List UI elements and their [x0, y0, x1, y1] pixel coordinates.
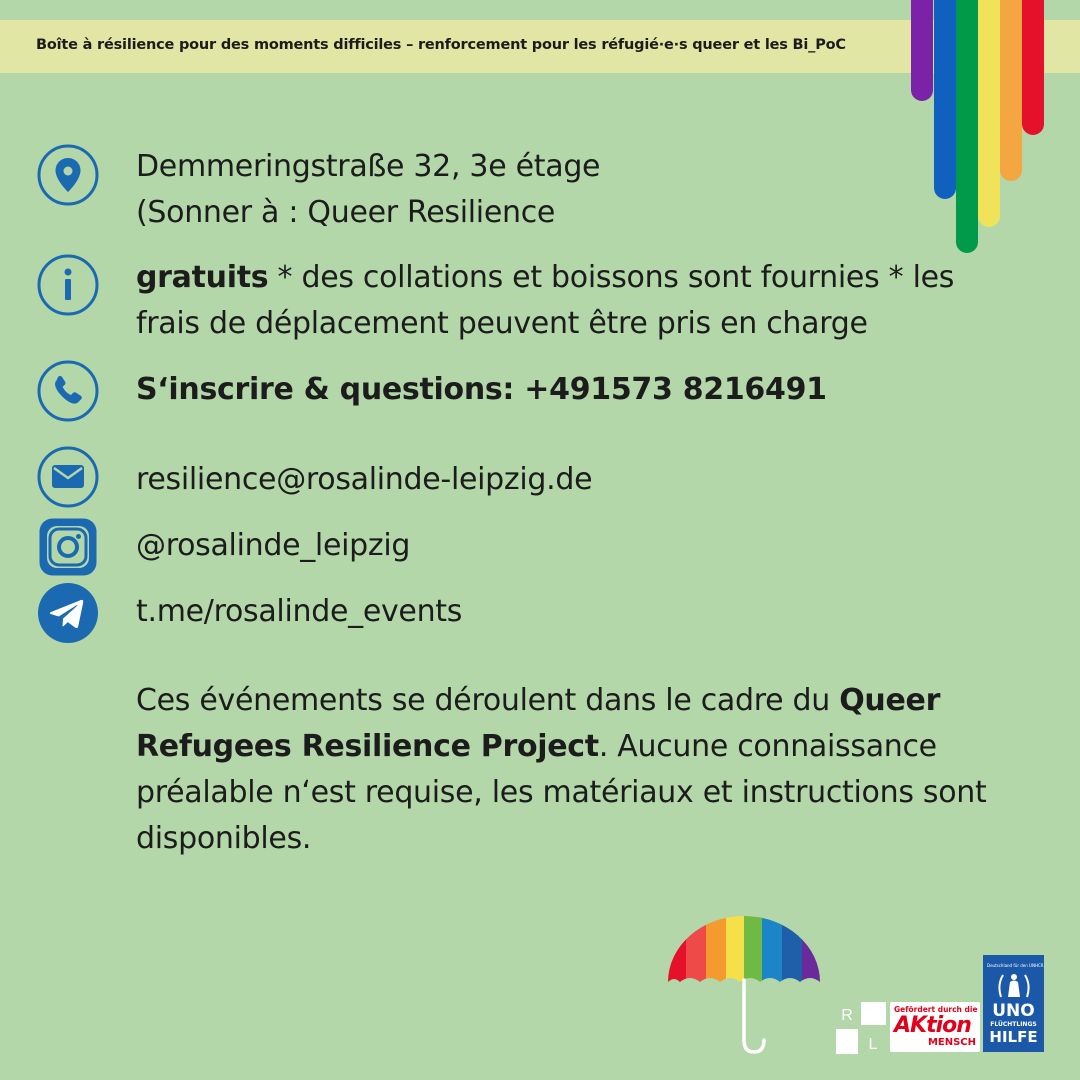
address-line-2: (Sonner à : Queer Resilience [136, 195, 556, 230]
description-part-1: Ces événements se déroulent dans le cadre du [136, 683, 840, 718]
address-line-1: Demmeringstraße 32, 3e étage [136, 149, 601, 184]
rainbow-umbrella-icon [664, 912, 824, 1057]
description-paragraph [136, 678, 1016, 862]
info-icon [37, 254, 99, 316]
header-title: Boîte à résilience pour des moments difficiles – renforcement pour les réfugié·e·s queer et les Bi_PoC [36, 37, 846, 53]
info-line-1 [136, 255, 954, 301]
email-address: resilience@rosalinde-leipzig.de [136, 462, 593, 497]
project-name: Queer Refugees Resilience Project [136, 683, 941, 764]
rl-logo [836, 1002, 886, 1054]
phone-icon [37, 360, 99, 422]
envelope-icon [37, 446, 99, 508]
uno-fluechtlingshilfe-logo [983, 955, 1044, 1052]
info-line-1-rest: * des collations et boissons sont fournies * les [268, 260, 955, 295]
phone-contact: S‘inscrire & questions: +491573 8216491 [136, 372, 827, 407]
rl-letter-l: L [868, 1036, 878, 1053]
aktion-mensch-logo [890, 1002, 980, 1052]
unhcr-emblem-icon [997, 969, 1031, 1001]
info-free-label: gratuits [136, 260, 269, 295]
telegram-icon [37, 582, 99, 644]
info-line-2: frais de déplacement peuvent être pris en charge [136, 306, 868, 341]
rl-letter-r: R [841, 1007, 853, 1024]
aktion-sub-text: MENSCH [927, 1037, 976, 1048]
instagram-handle: @rosalinde_leipzig [136, 528, 411, 563]
location-pin-icon [37, 144, 99, 206]
uno-main-text: UNO [992, 1001, 1035, 1021]
instagram-icon [37, 516, 99, 578]
uno-top-text: Deutschland für den UNHCR [987, 963, 1044, 968]
uno-bottom-text: HILFE [989, 1028, 1038, 1046]
telegram-link: t.me/rosalinde_events [136, 594, 463, 629]
aktion-main-text: AKtion [894, 1013, 971, 1038]
description-part-2: . Aucune connaissance préalable n‘est requise, les matériaux et instructions sont disponibles. [136, 729, 987, 856]
uno-mid-text: FLÜCHTLINGS [990, 1021, 1037, 1028]
aktion-top-text: Gefördert durch die [894, 1005, 978, 1014]
